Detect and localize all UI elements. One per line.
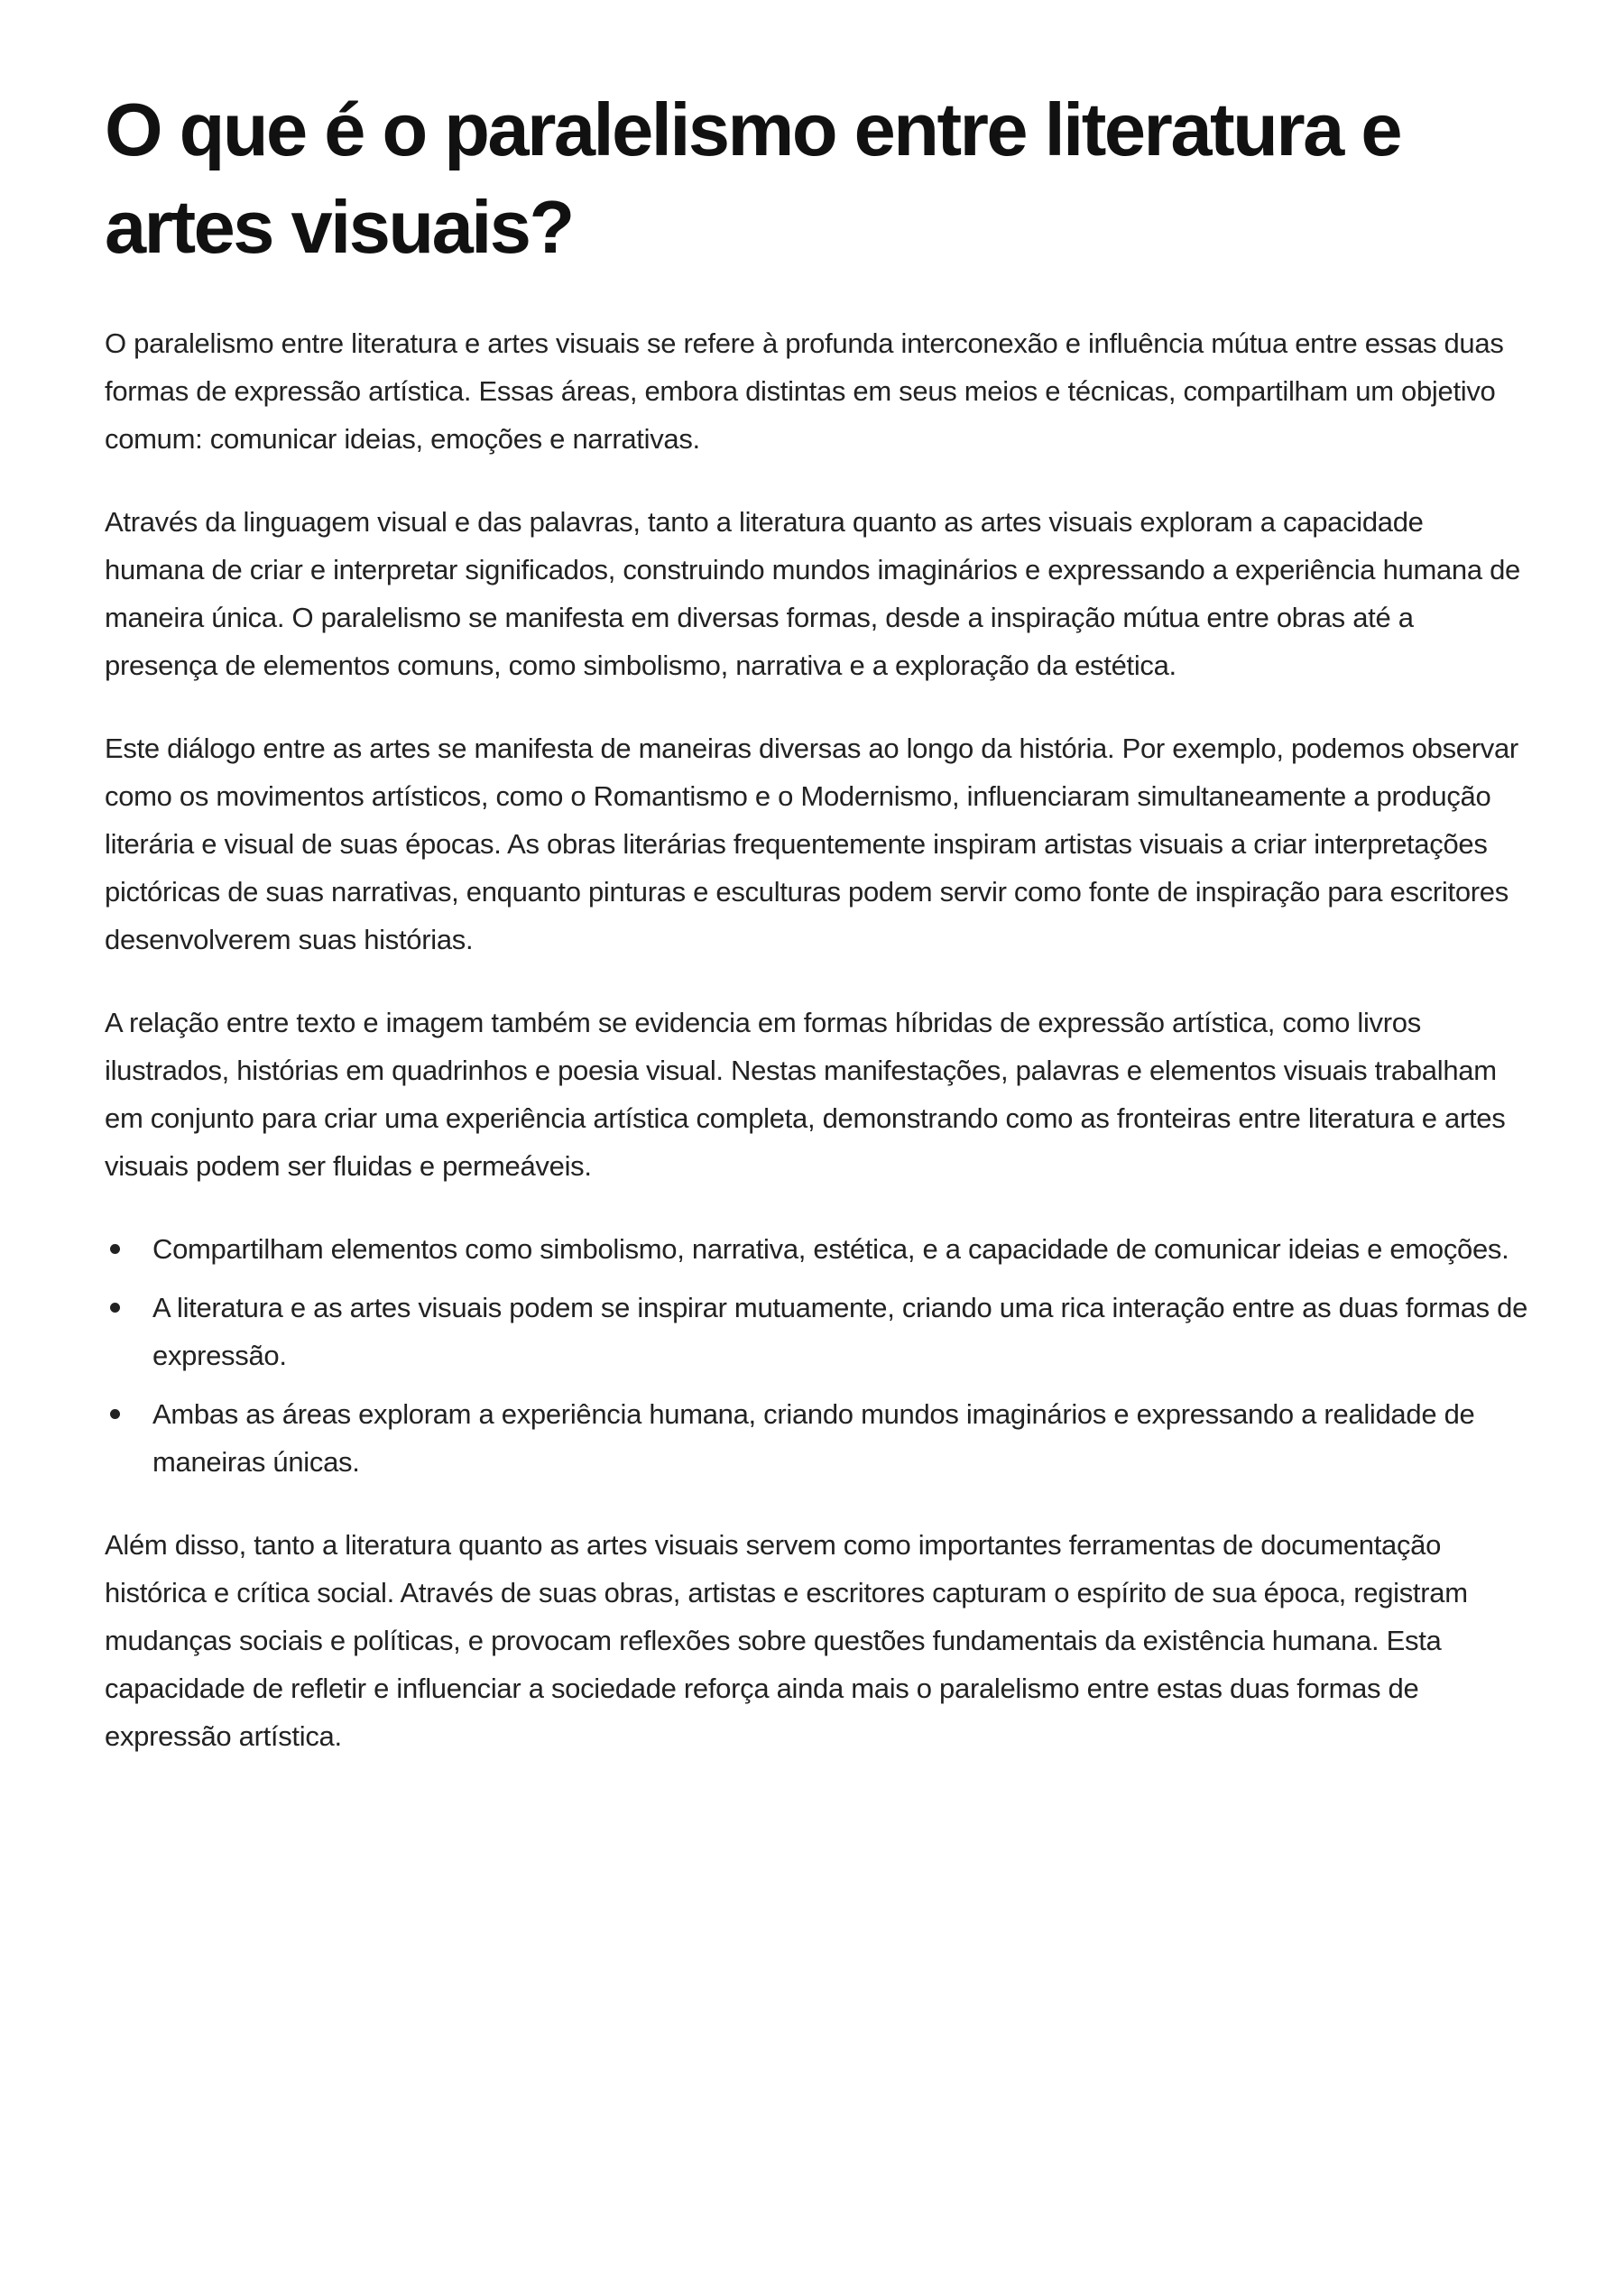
paragraph-text-image: A relação entre texto e imagem também se evidencia em formas híbridas de expressão artística, como livros ilustrados, histórias em quadrinhos e poesia visual. Nestas manifestações, palavras e elementos visuais trabalham em conjunto para criar uma experiência artística completa, demonstrando como as fronteiras entre literatura e artes visuais podem ser fluidas e permeáveis. xyxy=(105,1007,1506,1182)
paragraph-language: Através da linguagem visual e das palavras, tanto a literatura quanto as artes visuais exploram a capacidade humana de criar e interpretar significados, construindo mundos imaginários e expressando a experiência humana de maneira única. O paralelismo se manifesta em diversas formas, desde a inspiração mútua entre obras até a presença de elementos comuns, como simbolismo, narrativa e a exploração da estética. xyxy=(105,506,1520,681)
paragraph-closing: Além disso, tanto a literatura quanto as artes visuais servem como importantes ferramentas de documentação histórica e crítica social. Através de suas obras, artistas e escritores capturam o espírito de sua época, registram mudanças sociais e políticas, e provocam reflexões sobre questões fundamentais da existência humana. Esta capacidade de refletir e influenciar a sociedade reforça ainda mais o paralelismo entre estas duas formas de expressão artística. xyxy=(105,1529,1468,1752)
bullet-dot-icon xyxy=(110,1303,120,1313)
bullet-dot-icon xyxy=(110,1244,120,1254)
paragraph-history: Este diálogo entre as artes se manifesta de maneiras diversas ao longo da história. Por exemplo, podemos observar como os movimentos artísticos, como o Romantismo e o Modernismo, influenciaram simultaneamente a produção literária e visual de suas épocas. As obras literárias frequentemente inspiram artistas visuais a criar interpretações pictóricas de suas narrativas, enquanto pinturas e esculturas podem servir como fonte de inspiração para escritores desenvolverem suas histórias. xyxy=(105,733,1518,955)
bullet-text: Compartilham elementos como simbolismo, narrativa, estética, e a capacidade de comunicar ideias e emoções. xyxy=(152,1233,1509,1265)
page-title: O que é o paralelismo entre literatura e artes visuais? xyxy=(105,88,1401,269)
paragraph-intro: O paralelismo entre literatura e artes visuais se refere à profunda interconexão e influência mútua entre essas duas formas de expressão artística. Essas áreas, embora distintas em seus meios e técnicas, compartilham um objetivo comum: comunicar ideias, emoções e narrativas. xyxy=(105,327,1504,455)
bullet-dot-icon xyxy=(110,1409,120,1419)
bullet-item xyxy=(105,1225,1530,1273)
document-page xyxy=(105,81,1530,1760)
bullet-list xyxy=(105,1225,1530,1486)
bullet-item xyxy=(105,1390,1530,1486)
bullet-text: Ambas as áreas exploram a experiência humana, criando mundos imaginários e expressando a realidade de maneiras únicas. xyxy=(152,1398,1475,1478)
bullet-text: A literatura e as artes visuais podem se inspirar mutuamente, criando uma rica interação entre as duas formas de expressão. xyxy=(152,1292,1528,1371)
bullet-item xyxy=(105,1284,1530,1379)
